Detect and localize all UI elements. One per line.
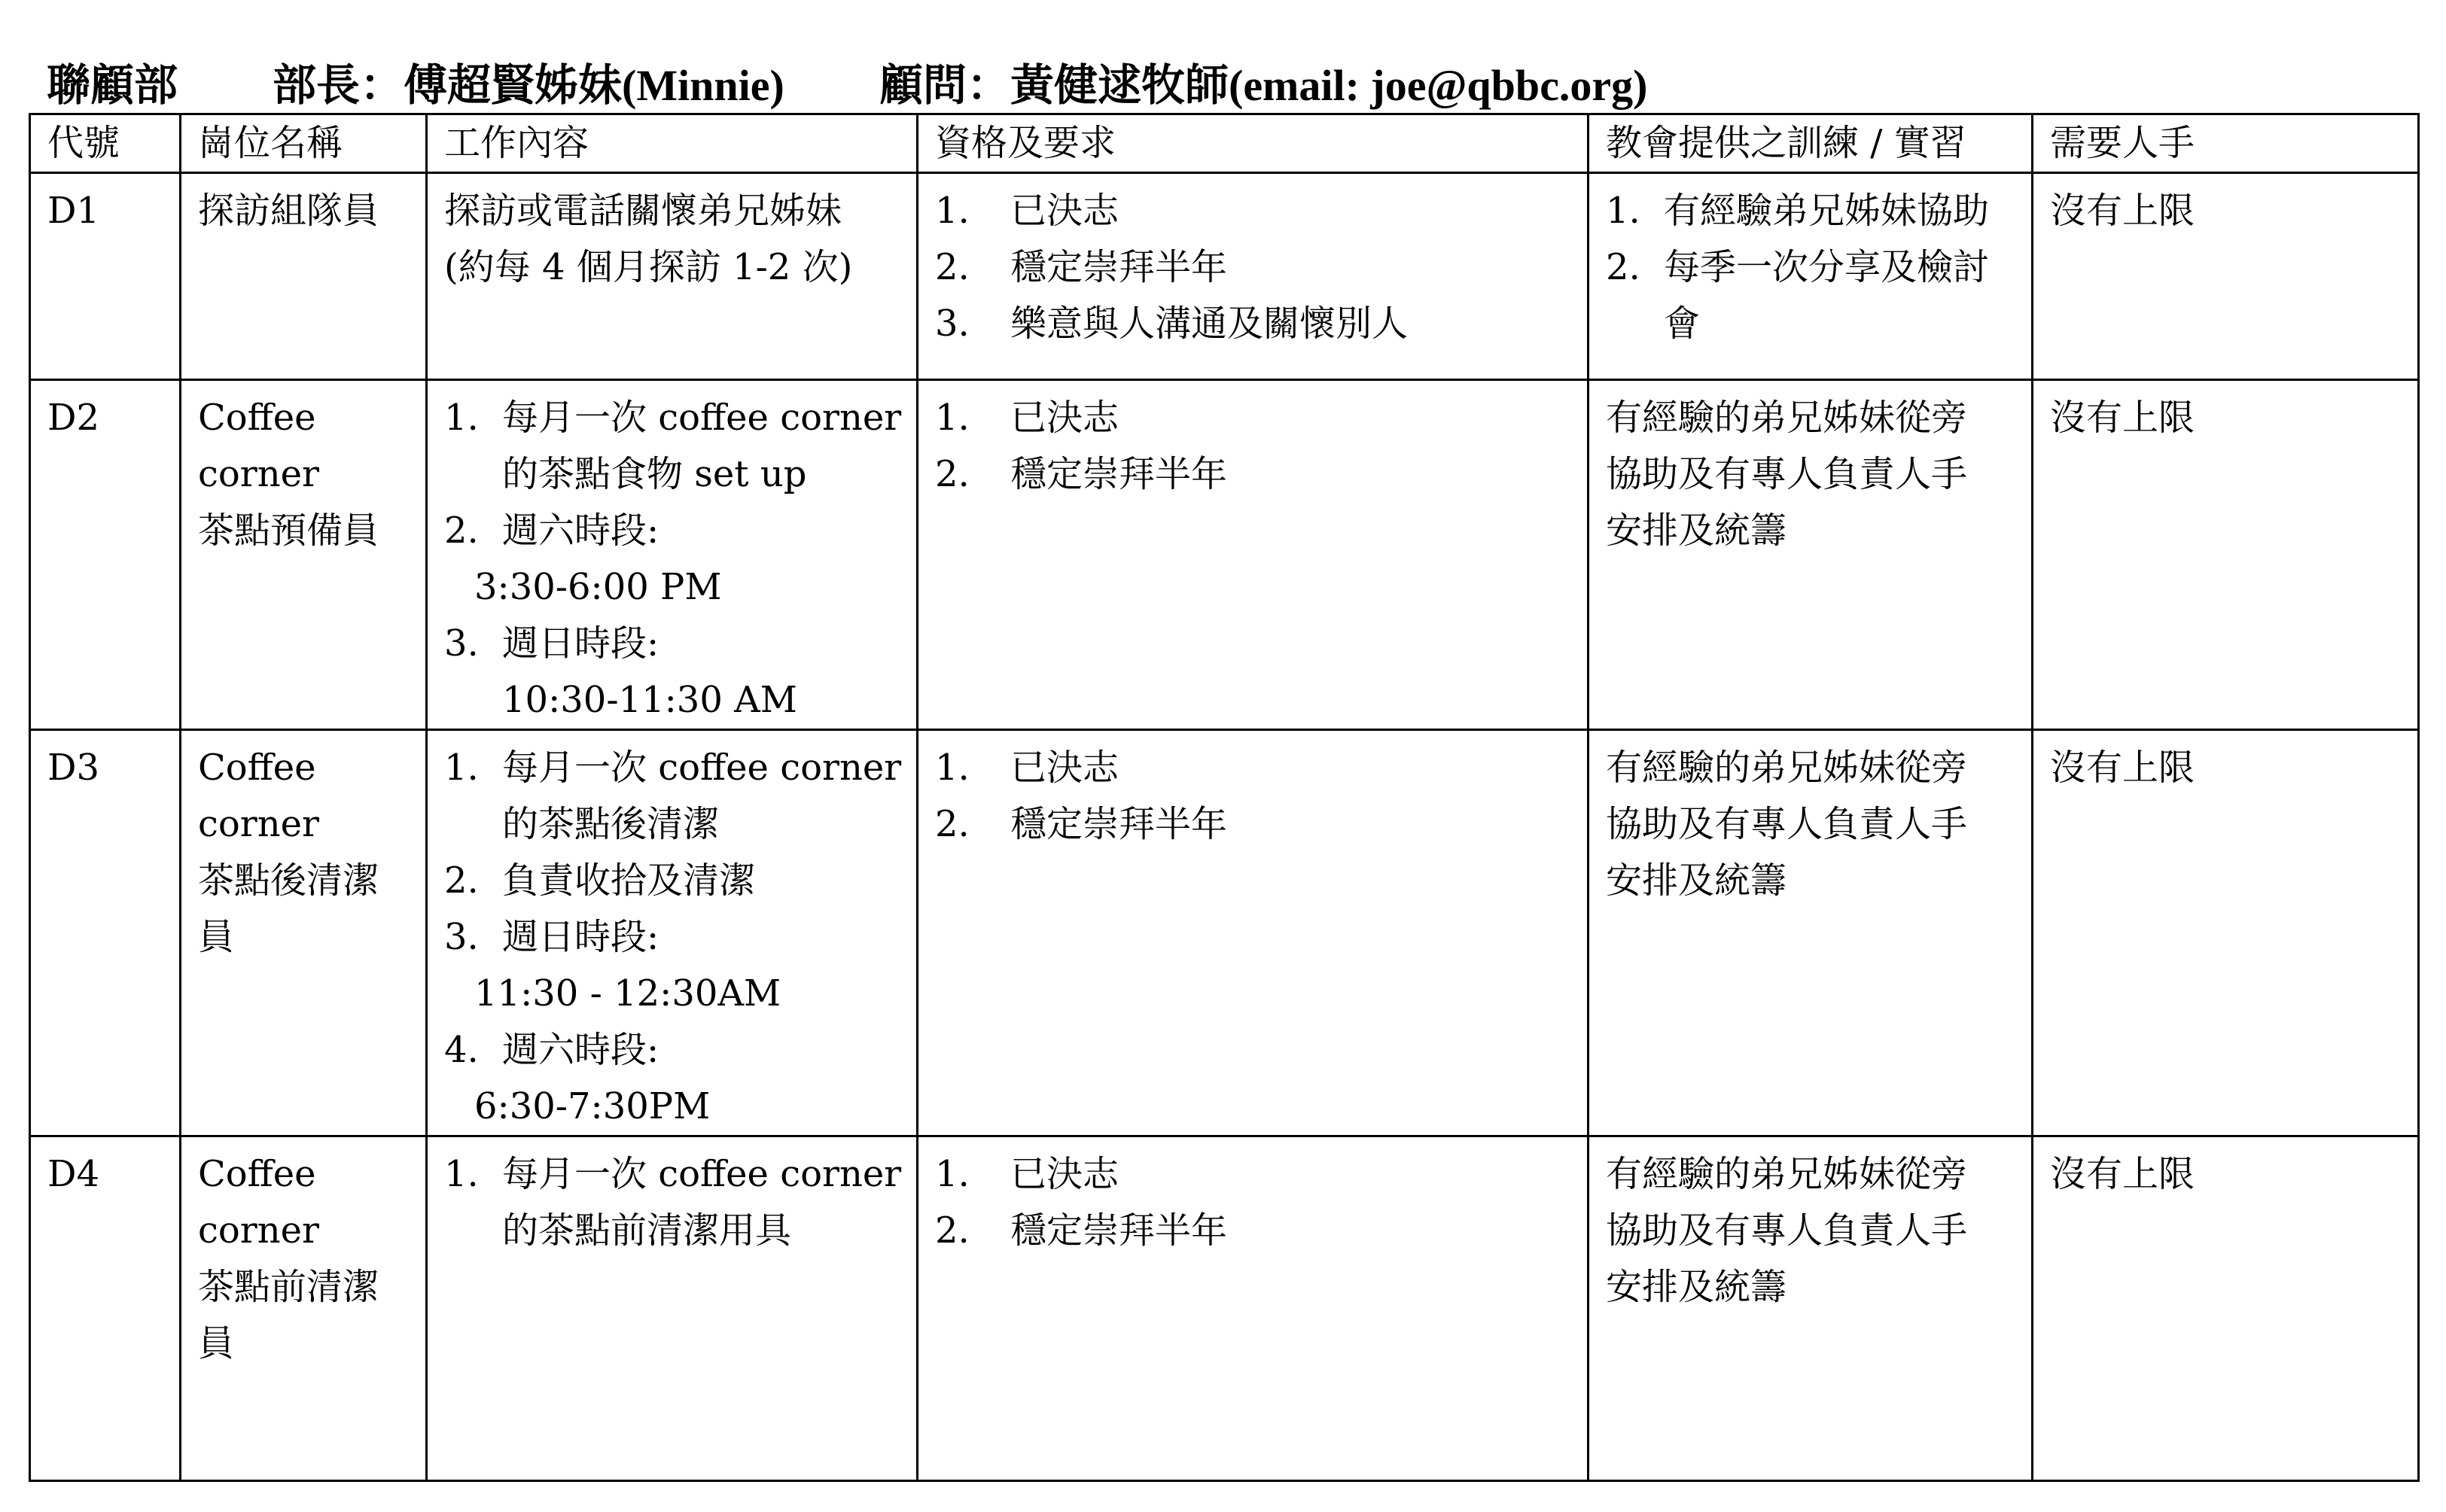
list-item <box>935 296 1573 352</box>
training-line: 安排及統籌 <box>1606 510 1787 552</box>
list-text: 已決志 <box>1010 397 1119 439</box>
list-number: 1. <box>935 397 970 439</box>
cell-needed: 沒有上限 <box>2033 173 2419 380</box>
list-subtext: 10:30-11:30 AM <box>502 679 797 721</box>
cell-training <box>1589 173 2033 380</box>
list-item <box>444 616 903 729</box>
role-line: 員 <box>198 1322 235 1364</box>
list-text: 每月一次 coffee corner 的茶點後清潔 <box>502 747 902 845</box>
list-number: 2. <box>935 246 970 288</box>
training-line: 協助及有專人負責人手 <box>1606 453 1968 495</box>
list-number: 2. <box>1606 246 1640 288</box>
list-number: 4. <box>444 1029 479 1071</box>
list-text: 週六時段: <box>502 510 659 552</box>
list-item <box>444 1022 903 1135</box>
table-row <box>30 1136 2419 1481</box>
cell-training <box>1589 1136 2033 1481</box>
list-item <box>444 740 903 853</box>
department-head: 部長：傅超賢姊妹(Minnie) <box>273 61 784 110</box>
training-line: 有經驗的弟兄姊妹從旁 <box>1606 747 1968 789</box>
list-number: 2. <box>935 803 970 845</box>
cell-needed: 沒有上限 <box>2033 730 2419 1136</box>
training-line: 有經驗的弟兄姊妹從旁 <box>1606 1153 1968 1195</box>
cell-content <box>427 730 918 1136</box>
cell-content <box>427 1136 918 1481</box>
department-title: 聯顧部 <box>47 61 178 110</box>
column-header-training: 教會提供之訓練 / 實習 <box>1589 114 2033 173</box>
role-line: 茶點後清潔 <box>198 859 379 902</box>
list-item <box>1606 239 2018 352</box>
training-line: 協助及有專人負責人手 <box>1606 803 1968 845</box>
document-header <box>47 56 1648 116</box>
cell-code: D4 <box>30 1136 181 1481</box>
role-line: 茶點預備員 <box>198 510 379 552</box>
department-advisor: 顧問：黃健逑牧師(email: joe@qbbc.org) <box>879 61 1648 110</box>
list-subtext: 6:30-7:30PM <box>474 1085 711 1127</box>
cell-role <box>181 730 427 1136</box>
column-header-role: 崗位名稱 <box>181 114 427 173</box>
list-text: 有經驗弟兄姊妹協助 <box>1664 190 1990 232</box>
list-text: 每月一次 coffee corner 的茶點食物 set up <box>502 397 902 495</box>
list-number: 3. <box>935 303 970 345</box>
cell-requirements <box>918 380 1589 730</box>
list-number: 1. <box>935 190 970 232</box>
list-text: 已決志 <box>1010 1153 1119 1195</box>
list-item <box>444 853 903 909</box>
list-number: 2. <box>444 859 479 902</box>
list-text: 週日時段: <box>502 622 659 665</box>
list-item <box>935 390 1573 446</box>
cell-content <box>427 173 918 380</box>
column-header-code: 代號 <box>30 114 181 173</box>
list-text: 穩定崇拜半年 <box>1010 453 1228 495</box>
list-text: 已決志 <box>1010 190 1119 232</box>
list-text: 每季一次分享及檢討會 <box>1664 246 1990 345</box>
column-header-content: 工作內容 <box>427 114 918 173</box>
list-item <box>935 239 1573 296</box>
list-number: 2. <box>444 510 479 552</box>
cell-needed: 沒有上限 <box>2033 1136 2419 1481</box>
list-item <box>444 1146 903 1259</box>
list-number: 2. <box>935 453 970 495</box>
training-line: 有經驗的弟兄姊妹從旁 <box>1606 397 1968 439</box>
list-number: 1. <box>1606 190 1640 232</box>
list-item <box>935 796 1573 853</box>
cell-training <box>1589 730 2033 1136</box>
column-header-needed: 需要人手 <box>2033 114 2419 173</box>
list-text: 每月一次 coffee corner 的茶點前清潔用具 <box>502 1153 902 1252</box>
list-text: 已決志 <box>1010 747 1119 789</box>
list-item <box>935 183 1573 239</box>
cell-code: D2 <box>30 380 181 730</box>
training-line: 協助及有專人負責人手 <box>1606 1209 1968 1252</box>
list-number: 1. <box>935 1153 970 1195</box>
cell-needed: 沒有上限 <box>2033 380 2419 730</box>
list-number: 3. <box>444 916 479 958</box>
cell-content <box>427 380 918 730</box>
cell-requirements <box>918 1136 1589 1481</box>
table-header-row <box>30 114 2419 173</box>
cell-role <box>181 173 427 380</box>
cell-role <box>181 1136 427 1481</box>
list-number: 2. <box>935 1209 970 1252</box>
list-item <box>935 446 1573 503</box>
table-row <box>30 730 2419 1136</box>
list-text: 週六時段: <box>502 1029 659 1071</box>
list-item <box>935 740 1573 796</box>
role-line: 探訪組隊員 <box>198 190 379 232</box>
list-text: 穩定崇拜半年 <box>1010 803 1228 845</box>
list-item <box>444 390 903 503</box>
list-text: 樂意與人溝通及關懷別人 <box>1010 303 1409 345</box>
list-item <box>935 1203 1573 1259</box>
training-line: 安排及統籌 <box>1606 1266 1787 1308</box>
list-text: 穩定崇拜半年 <box>1010 1209 1228 1252</box>
cell-requirements <box>918 173 1589 380</box>
role-line: 員 <box>198 916 235 958</box>
cell-code: D1 <box>30 173 181 380</box>
list-number: 1. <box>935 747 970 789</box>
table-row <box>30 173 2419 380</box>
role-line: Coffee corner <box>198 1153 319 1252</box>
list-item <box>935 1146 1573 1203</box>
list-text: 穩定崇拜半年 <box>1010 246 1228 288</box>
role-line: Coffee corner <box>198 747 319 845</box>
roles-table <box>29 113 2420 1482</box>
cell-requirements <box>918 730 1589 1136</box>
list-number: 3. <box>444 622 479 665</box>
list-number: 1. <box>444 397 479 439</box>
cell-role <box>181 380 427 730</box>
table-row <box>30 380 2419 730</box>
role-line: Coffee corner <box>198 397 319 495</box>
list-item <box>444 503 903 616</box>
content-line: 探訪或電話關懷弟兄姊妹 <box>444 190 842 232</box>
content-line: (約每 4 個月探訪 1-2 次) <box>444 246 853 288</box>
list-text: 週日時段: <box>502 916 659 958</box>
list-item <box>1606 183 2018 239</box>
list-text: 負責收拾及清潔 <box>502 859 756 902</box>
list-number: 1. <box>444 1153 479 1195</box>
cell-training <box>1589 380 2033 730</box>
list-number: 1. <box>444 747 479 789</box>
list-subtext: 11:30 - 12:30AM <box>474 972 781 1015</box>
role-line: 茶點前清潔 <box>198 1266 379 1308</box>
cell-code: D3 <box>30 730 181 1136</box>
list-item <box>444 909 903 1022</box>
column-header-requirements: 資格及要求 <box>918 114 1589 173</box>
list-subtext: 3:30-6:00 PM <box>474 566 722 608</box>
training-line: 安排及統籌 <box>1606 859 1787 902</box>
